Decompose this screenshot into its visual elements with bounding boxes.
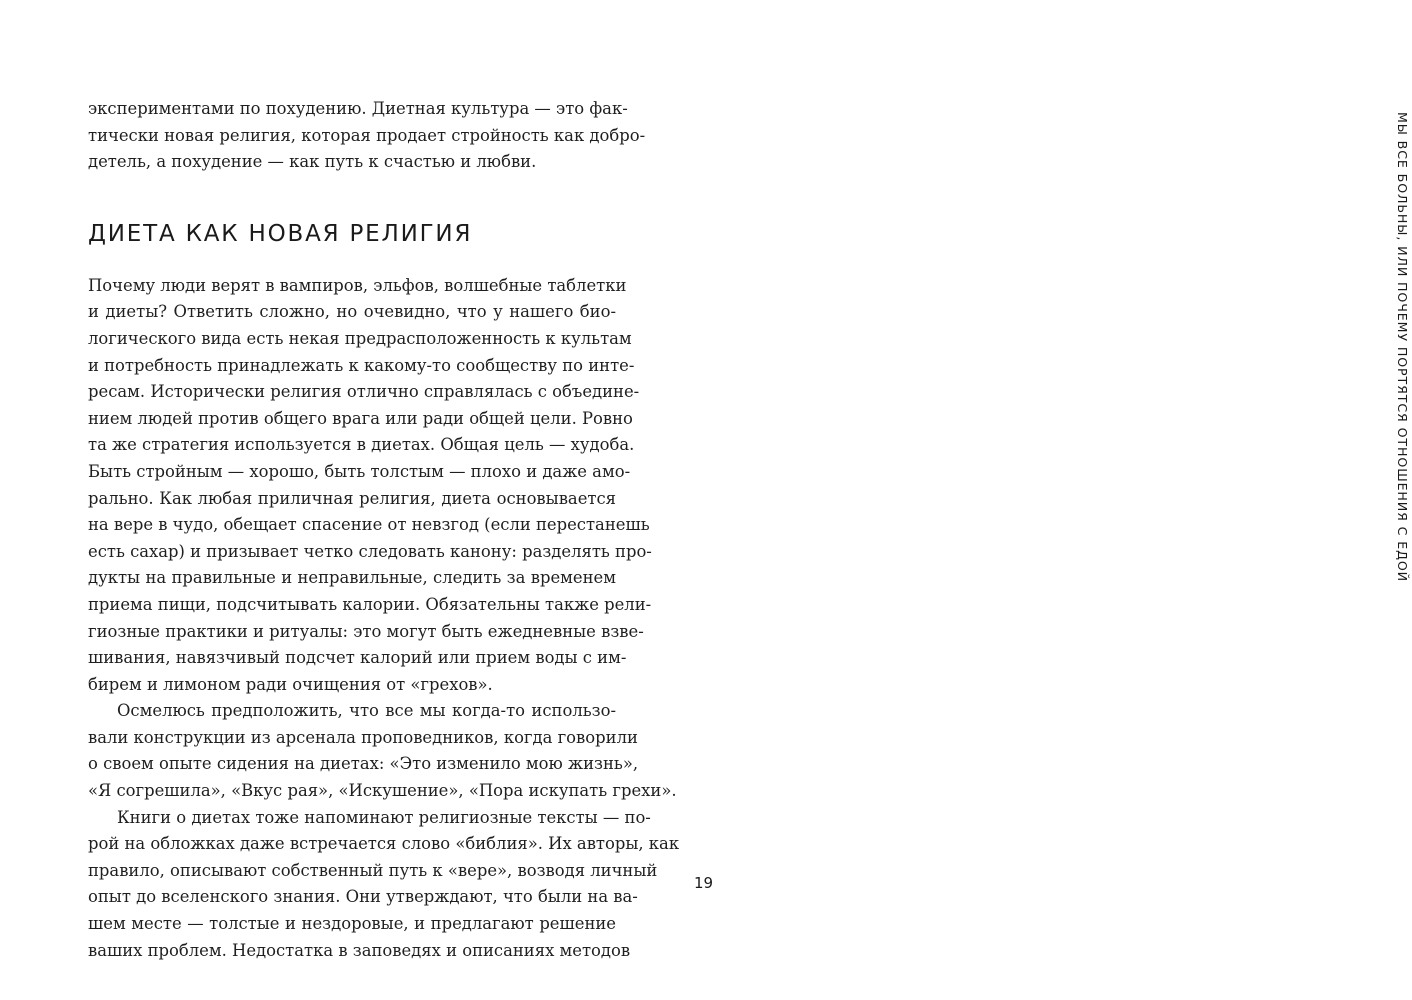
text-line: Быть стройным — хорошо, быть толстым — плохо и даже амо- [88, 461, 631, 481]
text-line: опыт до вселенского знания. Они утверждают, что были на ва- [88, 887, 638, 907]
text-line: Осмелюсь предположить, что все мы когда-то использо- [117, 701, 616, 721]
text-line: экспериментами по похудению. Диетная культура — это фак- [88, 99, 628, 118]
text-line: вали конструкции из арсенала проповедников, когда говорили [88, 727, 638, 747]
text-line: детель, а похудение — как путь к счастью и любви. [88, 152, 537, 172]
text-line: приема пищи, подсчитывать калории. Обязательны также рели- [88, 594, 652, 614]
running-header: МЫ ВСЕ БОЛЬНЫ, ИЛИ ПОЧЕМУ ПОРТЯТСЯ ОТНОШЕНИЯ С ЕДОЙ [1395, 112, 1410, 582]
text-line: и диеты? Ответить сложно, но очевидно, что у нашего био- [88, 302, 616, 322]
running-header-container [696, 56, 1410, 582]
text-line: тически новая религия, которая продает стройность как добро- [88, 125, 646, 145]
text-line: рой на обложках даже встречается слово «библия». Их авторы, как [88, 834, 680, 854]
text-line: логического вида есть некая предрасположенность к культам [88, 328, 632, 348]
text-line: гиозные практики и ритуалы: это могут быть ежедневные взве- [88, 621, 644, 641]
text-line: Почему люди верят в вампиров, эльфов, волшебные таблетки [88, 275, 627, 295]
paragraph-2 [88, 698, 677, 804]
section-heading: ДИЕТА КАК НОВАЯ РЕЛИГИЯ [88, 220, 473, 247]
text-line: ваших проблем. Недостатка в заповедях и описаниях методов [88, 940, 631, 960]
text-line: «Я согрешила», «Вкус рая», «Искушение», «Пора искупать грехи». [88, 781, 677, 801]
main-text-column [88, 96, 680, 964]
text-line: нием людей против общего врага или ради общей цели. Ровно [88, 408, 633, 428]
text-line: Книги о диетах тоже напоминают религиозные тексты — по- [117, 807, 651, 827]
text-line: бирем и лимоном ради очищения от «грехов». [88, 674, 493, 694]
text-line: дукты на правильные и неправильные, следить за временем [88, 568, 616, 588]
text-line: ресам. Исторически религия отлично справлялась с объедине- [88, 382, 640, 402]
text-line: о своем опыте сидения на диетах: «Это изменило мою жизнь», [88, 754, 639, 774]
text-line: и потребность принадлежать к какому-то сообществу по инте- [88, 355, 635, 375]
paragraph-3 [88, 805, 680, 965]
text-line: шивания, навязчивый подсчет калорий или прием воды с им- [88, 648, 627, 668]
text-line: та же стратегия используется в диетах. Общая цель — худоба. [88, 435, 635, 455]
text-line: рально. Как любая приличная религия, диета основывается [88, 488, 616, 508]
intro-paragraph [88, 96, 646, 176]
text-line: на вере в чудо, обещает спасение от невзгод (если перестанешь [88, 515, 650, 535]
page-number: 19 [694, 874, 714, 892]
text-line: есть сахар) и призывает четко следовать канону: разделять про- [88, 541, 652, 561]
text-line: шем месте — толстые и нездоровые, и предлагают решение [88, 914, 616, 934]
text-line: правило, описывают собственный путь к «вере», возводя личный [88, 860, 658, 880]
paragraph-1 [88, 273, 652, 699]
